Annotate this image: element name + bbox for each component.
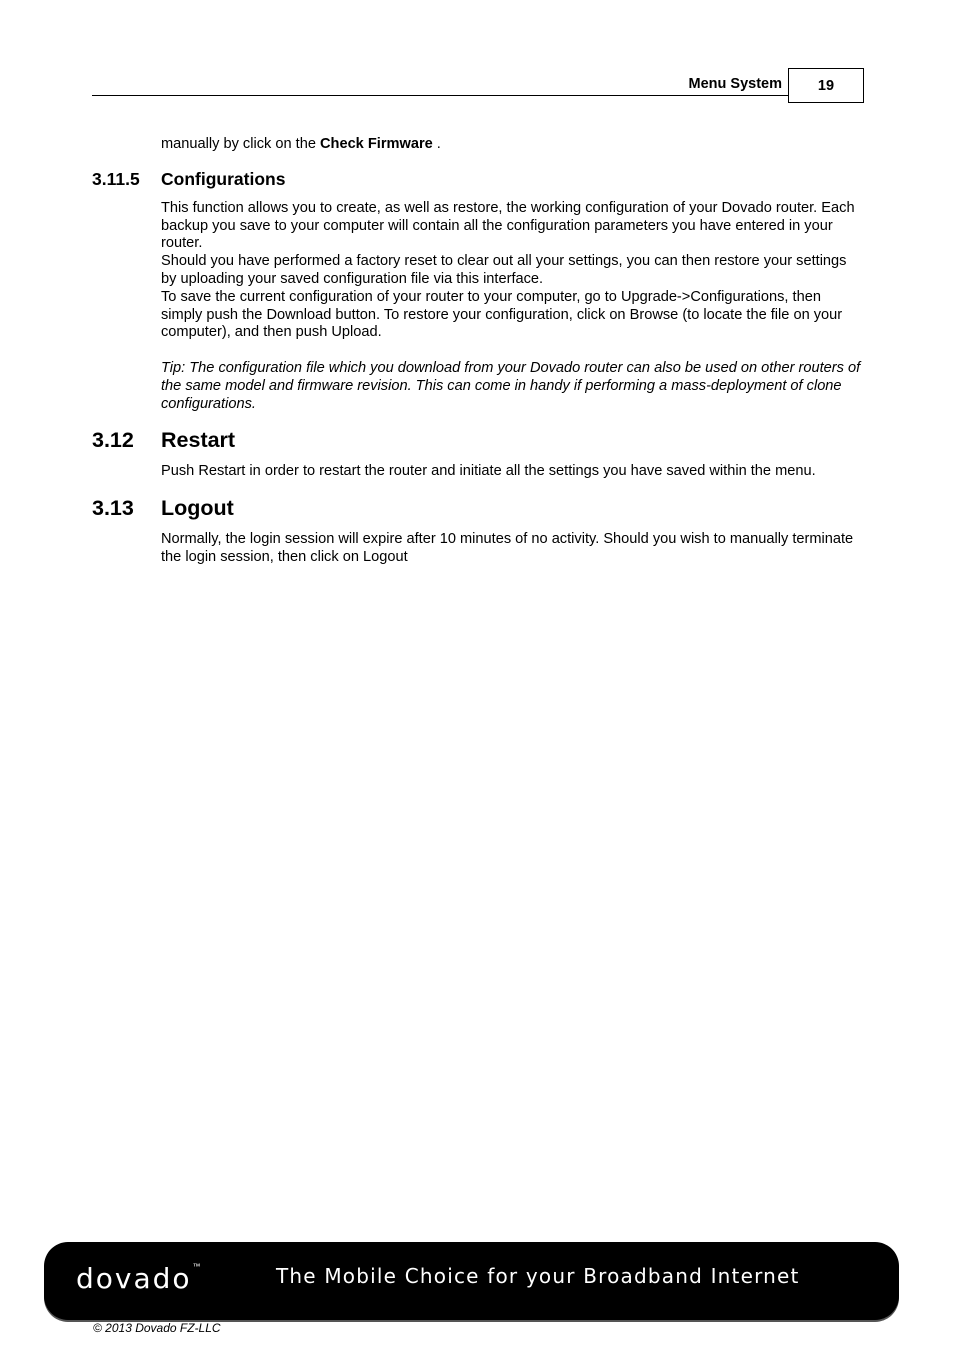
header-section-title: Menu System <box>688 76 782 92</box>
heading-logout <box>92 495 864 521</box>
logout-paragraph: Normally, the login session will expire after 10 minutes of no activity. Should you wish to manually terminate the login session, then click on Logout <box>161 531 854 565</box>
page-content <box>92 136 864 567</box>
heading-title: Restart <box>161 428 236 453</box>
restart-paragraph: Push Restart in order to restart the router and initiate all the settings you have saved within the menu. <box>161 463 816 480</box>
heading-number: 3.12 <box>92 428 134 453</box>
page-number: 19 <box>788 68 864 103</box>
trademark-mark: ™ <box>192 1262 201 1271</box>
logo-wordmark: dovado <box>76 1262 192 1295</box>
page-header <box>92 68 864 105</box>
intro-paragraph <box>161 136 864 154</box>
heading-number: 3.11.5 <box>92 168 140 189</box>
heading-title: Configurations <box>161 168 286 189</box>
heading-configurations <box>92 168 864 190</box>
configurations-paragraph-3: To save the current configuration of your router to your computer, go to Upgrade->Configurations, then simply push the Download button. To restore your configuration, click on Browse (to locate the file on your computer), and then push Upload. <box>161 288 843 341</box>
header-rule <box>92 95 788 96</box>
footer-banner <box>44 1242 899 1320</box>
heading-restart <box>92 427 864 453</box>
intro-bold-text: Check Firmware <box>320 136 433 152</box>
configurations-paragraph-1: This function allows you to create, as well as restore, the working configuration of your Dovado router. Each backup you save to your computer will contain all the configuration parameters you have entered in your router. <box>161 199 855 252</box>
dovado-logo <box>76 1262 201 1295</box>
configurations-paragraph-2: Should you have performed a factory reset to clear out all your settings, you can then restore your settings by uploading your saved configuration file via this interface. <box>161 253 847 287</box>
intro-text: manually by click on the <box>161 136 320 152</box>
heading-title: Logout <box>161 496 234 521</box>
copyright-notice: © 2013 Dovado FZ-LLC <box>93 1321 221 1335</box>
configurations-tip: Tip: The configuration file which you download from your Dovado router can also be used on other routers of the same model and firmware revision. This can come in handy if performing a mass-deployment of clone configurations. <box>161 359 861 412</box>
footer-tagline: The Mobile Choice for your Broadband Internet <box>276 1264 800 1288</box>
heading-number: 3.13 <box>92 496 134 521</box>
intro-suffix: . <box>432 136 441 152</box>
